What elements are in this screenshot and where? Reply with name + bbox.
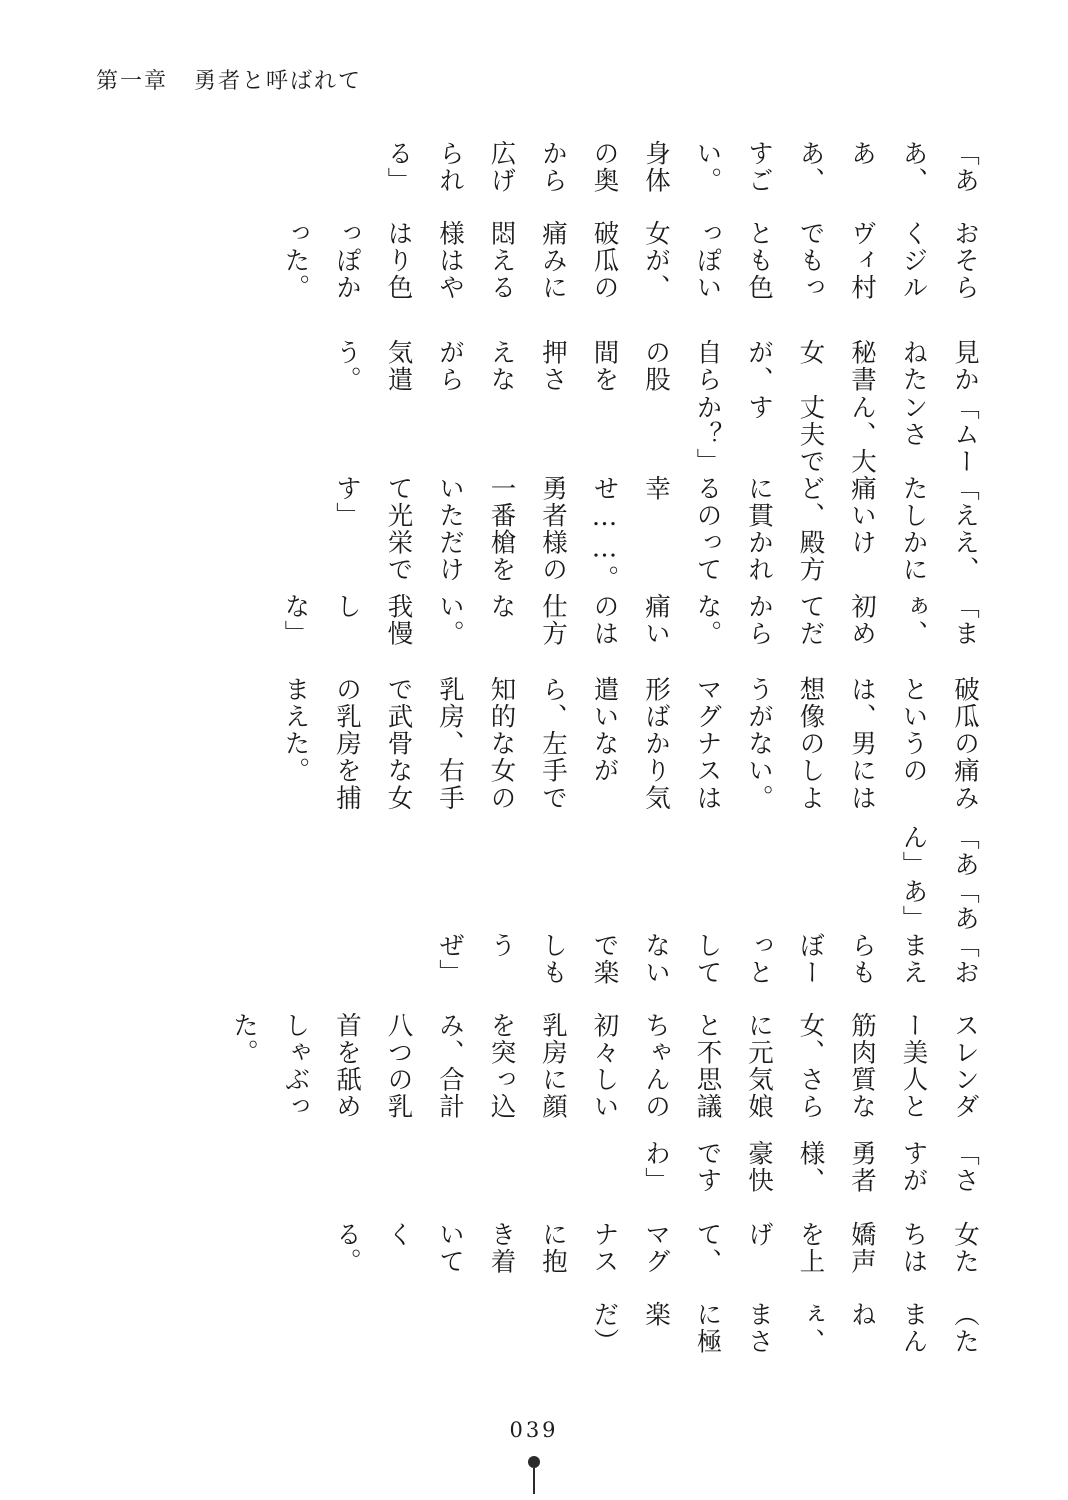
chapter-number: 第一章 xyxy=(96,69,169,94)
running-header xyxy=(96,64,362,95)
chapter-title: 勇者と呼ばれて xyxy=(194,69,363,94)
page-number: 039 xyxy=(509,1418,559,1442)
paragraph: 「ムーンさん、大丈夫ですか？」 xyxy=(692,393,980,476)
page-body-text xyxy=(150,140,990,1355)
paragraph: スレンダー美人と筋肉質な女、さらに元気娘と不思議ちゃんの初々しい乳房に顔を突っ込み、合計八つの乳首を舐めしゃぶった。 xyxy=(229,1012,980,1121)
paragraph: 「ああ」 xyxy=(898,878,980,933)
folio-stem-icon xyxy=(533,1468,535,1494)
paragraph: 女たちは嬌声を上げて、マグナスに抱き着いてくる。 xyxy=(332,1220,980,1275)
paragraph: 見かねた秘書女が、自らの股間を押さえながら気遣う。 xyxy=(332,338,980,394)
paragraph: 破瓜の痛みというのは、男には想像のしようがない。マグナスは形ばかり気遣いながら、左手で知的な女の乳房、右手で武骨な女の乳房を捕まえた。 xyxy=(280,676,980,812)
paragraph: おそらくジルヴィ村でもっとも色っぽい女が、破瓜の痛みに悶える様はやはり色っぽかった。 xyxy=(280,220,980,302)
paragraph: 「ああ、ああ、すごい。身体の奥から広げられる」 xyxy=(383,140,980,195)
paragraph: 「おまえらもぼーっとしてないで楽しもうぜ」 xyxy=(435,932,980,987)
folio-ornament xyxy=(0,1456,1068,1494)
paragraph: 「ええ、たしかに痛いけど、殿方に貫かれるのって幸せ……。勇者様の一番槍をいただけて光栄です」 xyxy=(332,475,980,593)
paragraph: 「さすが勇者様、豪快ですわ」 xyxy=(641,1140,980,1195)
paragraph: 「あん」 xyxy=(898,823,980,879)
folio-dot-icon xyxy=(528,1456,540,1468)
paragraph: （たまんねぇ、まさに極楽だ） xyxy=(589,1300,980,1355)
paragraph: 「まぁ、初めてだからな。痛いのは仕方ない。我慢しな」 xyxy=(280,592,980,647)
